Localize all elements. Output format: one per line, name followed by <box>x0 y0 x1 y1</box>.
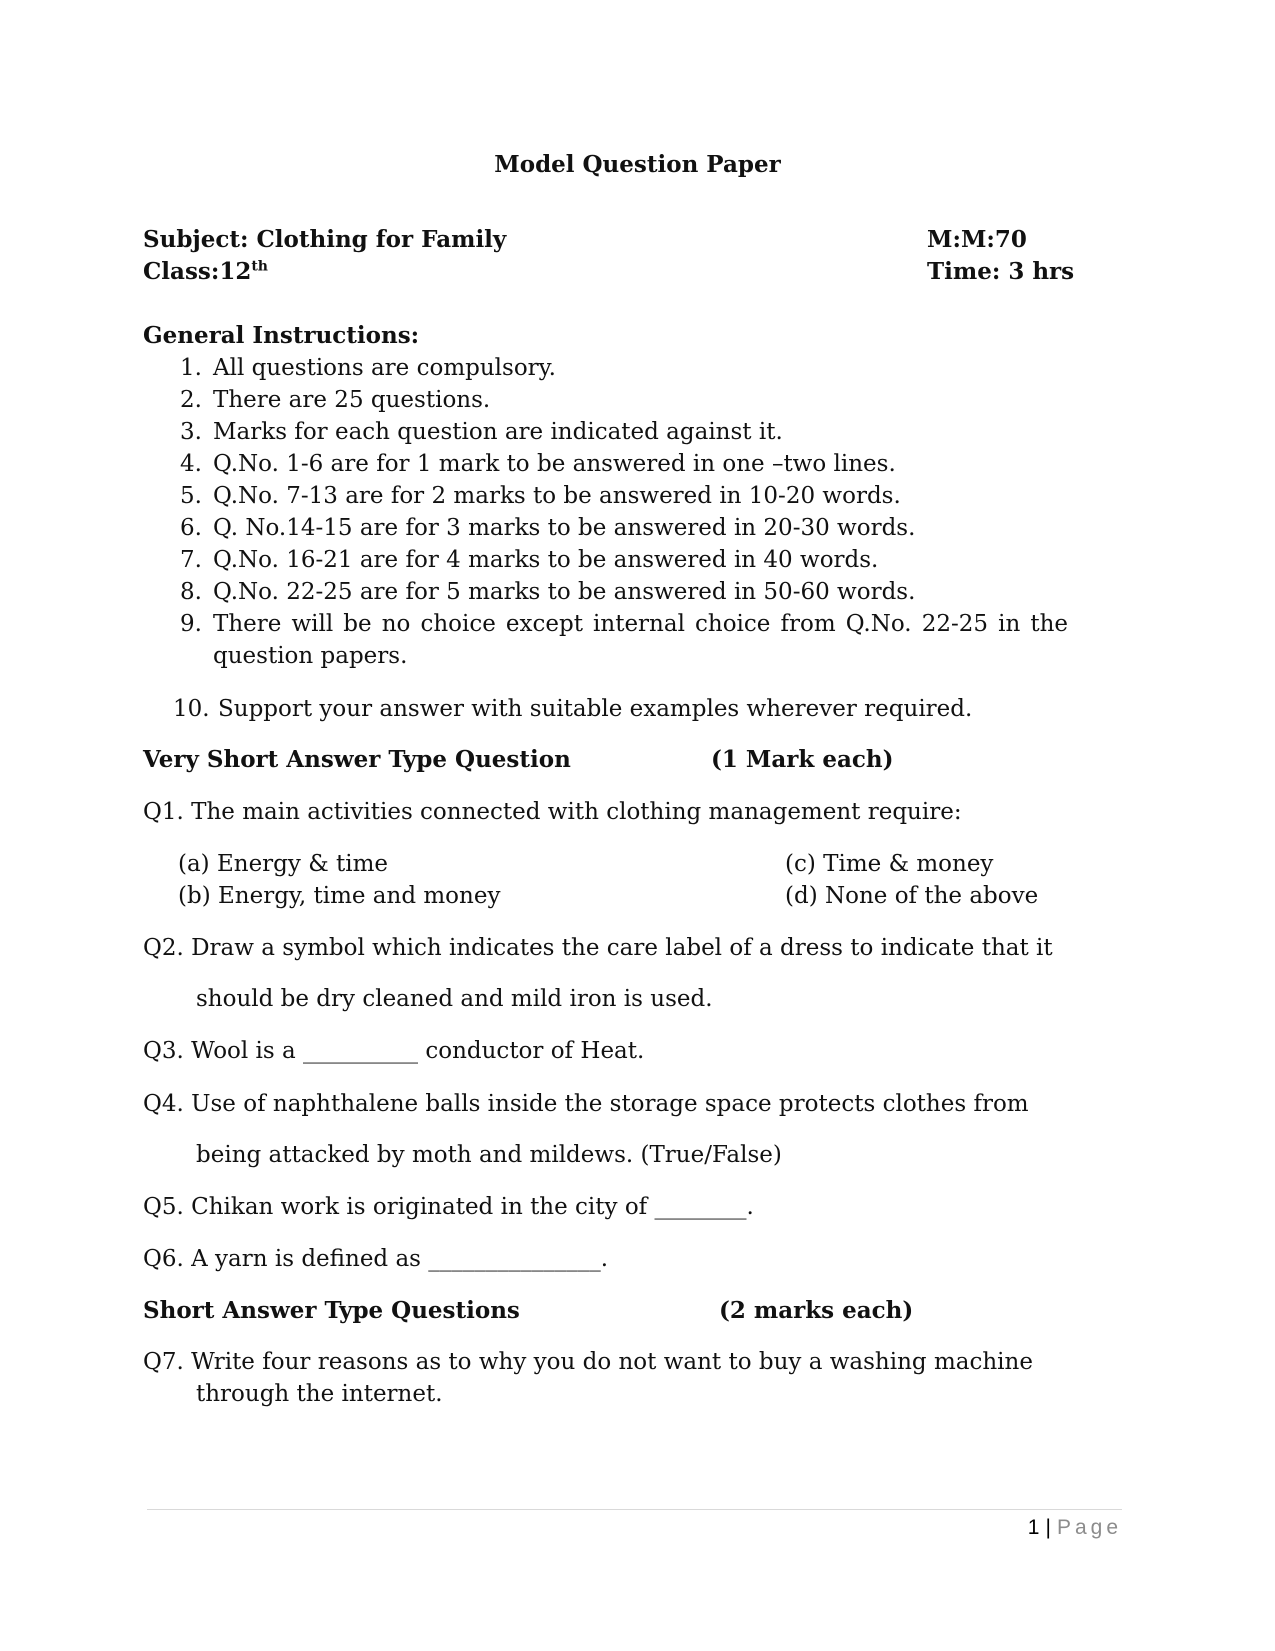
page-footer <box>1028 1516 1122 1540</box>
instruction-text: Support your answer with suitable examples wherever required. <box>218 696 973 722</box>
q1-option-d: (d) None of the above <box>785 883 1039 909</box>
section-title-very-short: Very Short Answer Type Question <box>143 746 571 773</box>
instruction-number: 5. <box>180 483 202 509</box>
instruction-text: All questions are compulsory. <box>213 355 556 381</box>
instruction-text: Q. No.14-15 are for 3 marks to be answered in 20-30 words. <box>213 515 916 541</box>
class-text: Class:12 <box>143 258 252 285</box>
question-q7: Q7. Write four reasons as to why you do not want to buy a washing machine <box>143 1349 1033 1375</box>
question-q4: Q4. Use of naphthalene balls inside the storage space protects clothes from <box>143 1091 1029 1117</box>
page-label: Page <box>1056 1516 1122 1539</box>
instruction-number: 1. <box>180 355 202 381</box>
instruction-number: 10. <box>173 696 210 722</box>
max-marks: M:M:70 <box>927 226 1027 253</box>
section-marks-very-short: (1 Mark each) <box>711 746 894 773</box>
question-q3: Q3. Wool is a __________ conductor of Heat. <box>143 1038 645 1064</box>
instruction-number: 2. <box>180 387 202 413</box>
instruction-number: 6. <box>180 515 202 541</box>
question-q6: Q6. A yarn is defined as _______________. <box>143 1246 609 1272</box>
instruction-text: Marks for each question are indicated against it. <box>213 419 783 445</box>
footer-separator: | <box>1045 1516 1051 1539</box>
section-marks-short: (2 marks each) <box>719 1297 914 1324</box>
instruction-text: There will be no choice except internal choice from Q.No. 22-25 in the <box>213 611 1068 637</box>
q1-option-a: (a) Energy & time <box>178 851 389 877</box>
instruction-number: 9. <box>180 611 202 637</box>
question-q4-continued: being attacked by moth and mildews. (True/False) <box>196 1142 782 1168</box>
footer-divider <box>147 1509 1122 1510</box>
instruction-number: 8. <box>180 579 202 605</box>
question-q2-continued: should be dry cleaned and mild iron is used. <box>196 986 713 1012</box>
page-number: 1 <box>1027 1516 1040 1539</box>
instruction-number: 3. <box>180 419 202 445</box>
page-title: Model Question Paper <box>494 151 781 178</box>
instruction-text: There are 25 questions. <box>213 387 491 413</box>
instruction-item <box>0 610 1275 674</box>
instruction-number: 7. <box>180 547 202 573</box>
instruction-text-continued: question papers. <box>213 643 408 669</box>
q1-option-b: (b) Energy, time and money <box>178 883 501 909</box>
question-q2: Q2. Draw a symbol which indicates the care label of a dress to indicate that it <box>143 935 1053 961</box>
instruction-text: Q.No. 7-13 are for 2 marks to be answered in 10-20 words. <box>213 483 901 509</box>
instruction-text: Q.No. 16-21 are for 4 marks to be answered in 40 words. <box>213 547 879 573</box>
subject-label: Subject: Clothing for Family <box>143 226 507 253</box>
instruction-text: Q.No. 1-6 are for 1 mark to be answered in one –two lines. <box>213 451 896 477</box>
question-q5: Q5. Chikan work is originated in the city of ________. <box>143 1194 754 1220</box>
class-superscript: th <box>251 258 268 275</box>
question-q7-continued: through the internet. <box>196 1381 443 1407</box>
question-q1: Q1. The main activities connected with clothing management require: <box>143 799 962 825</box>
instructions-heading: General Instructions: <box>143 322 420 349</box>
class-label <box>143 258 268 286</box>
q1-option-c: (c) Time & money <box>785 851 994 877</box>
time-label: Time: 3 hrs <box>927 258 1075 285</box>
instruction-number: 4. <box>180 451 202 477</box>
section-title-short: Short Answer Type Questions <box>143 1297 520 1324</box>
instruction-text: Q.No. 22-25 are for 5 marks to be answered in 50-60 words. <box>213 579 916 605</box>
